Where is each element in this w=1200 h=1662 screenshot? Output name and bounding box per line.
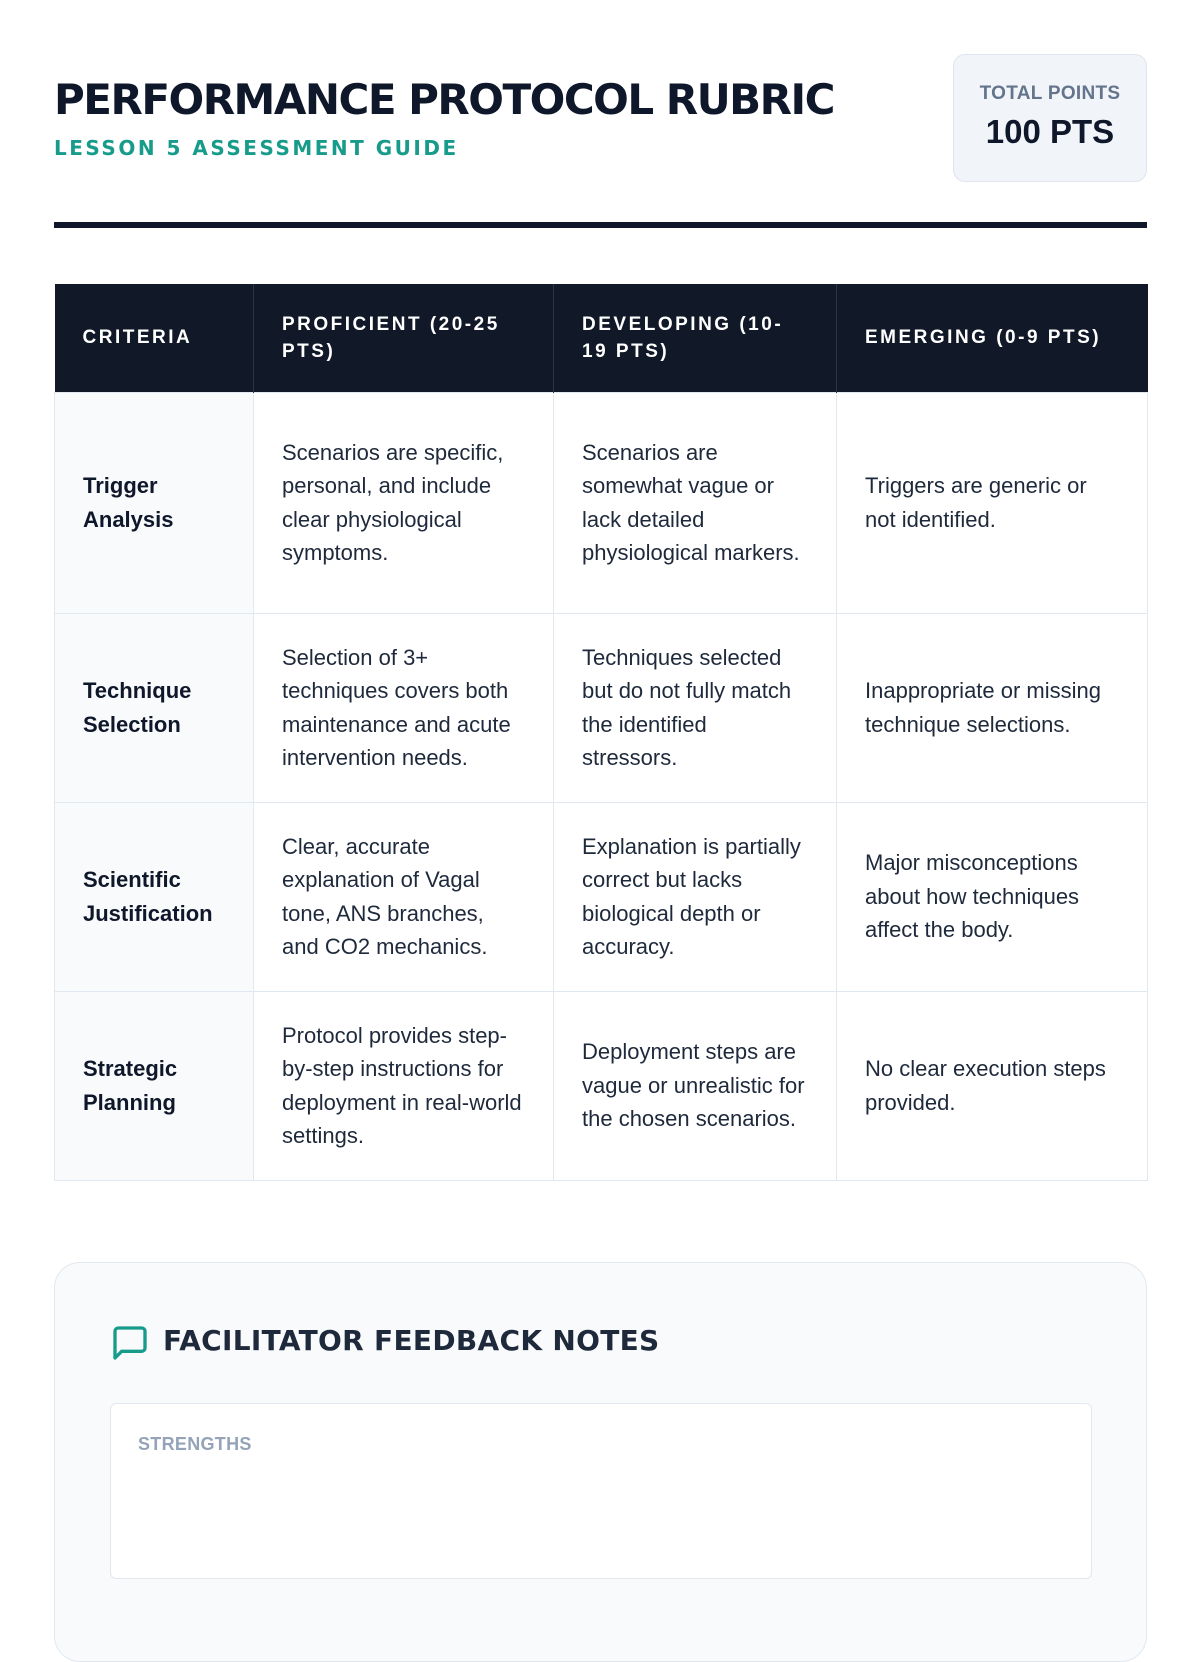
criteria-cell: Strategic Planning (55, 991, 254, 1180)
criteria-cell: Trigger Analysis (55, 392, 254, 613)
total-points-value: 100 PTS (985, 113, 1115, 150)
developing-cell: Explanation is partially correct but lacks biological depth or accuracy. (554, 802, 837, 991)
criteria-cell: Scientific Justification (55, 802, 254, 991)
facilitator-feedback-card (54, 1262, 1147, 1662)
column-header-emerging: EMERGING (0-9 PTS) (837, 284, 1148, 392)
table-row (55, 392, 1148, 613)
proficient-cell: Scenarios are specific, personal, and include clear physiological symptoms. (254, 392, 554, 613)
developing-cell: Scenarios are somewhat vague or lack detailed physiological markers. (554, 392, 837, 613)
strengths-label: STRENGTHS (138, 1434, 252, 1454)
header-divider (54, 222, 1147, 228)
developing-cell: Techniques selected but do not fully match the identified stressors. (554, 613, 837, 802)
emerging-cell: Triggers are generic or not identified. (837, 392, 1148, 613)
column-header-criteria: CRITERIA (55, 284, 254, 392)
total-points-label: TOTAL POINTS (979, 83, 1121, 104)
page-header (54, 0, 1147, 230)
page-title: PERFORMANCE PROTOCOL RUBRIC (54, 75, 834, 124)
proficient-cell: Selection of 3+ techniques covers both maintenance and acute intervention needs. (254, 613, 554, 802)
strengths-field[interactable] (110, 1403, 1092, 1579)
emerging-cell: Major misconceptions about how techniques affect the body. (837, 802, 1148, 991)
rubric-table (54, 284, 1148, 1181)
page-subtitle: LESSON 5 ASSESSMENT GUIDE (54, 136, 459, 160)
table-header-row (55, 284, 1148, 392)
table-row (55, 802, 1148, 991)
total-points-badge (953, 54, 1147, 182)
column-header-proficient: PROFICIENT (20-25 PTS) (254, 284, 554, 392)
emerging-cell: No clear execution steps provided. (837, 991, 1148, 1180)
criteria-cell: Technique Selection (55, 613, 254, 802)
table-row (55, 991, 1148, 1180)
developing-cell: Deployment steps are vague or unrealistic for the chosen scenarios. (554, 991, 837, 1180)
rubric-page (54, 0, 1147, 1454)
message-square-icon (110, 1323, 150, 1363)
column-header-developing: DEVELOPING (10-19 PTS) (554, 284, 837, 392)
proficient-cell: Clear, accurate explanation of Vagal tone, ANS branches, and CO2 mechanics. (254, 802, 554, 991)
table-row (55, 613, 1148, 802)
feedback-title: FACILITATOR FEEDBACK NOTES (163, 1324, 660, 1357)
proficient-cell: Protocol provides step-by-step instructions for deployment in real-world settings. (254, 991, 554, 1180)
emerging-cell: Inappropriate or missing technique selections. (837, 613, 1148, 802)
